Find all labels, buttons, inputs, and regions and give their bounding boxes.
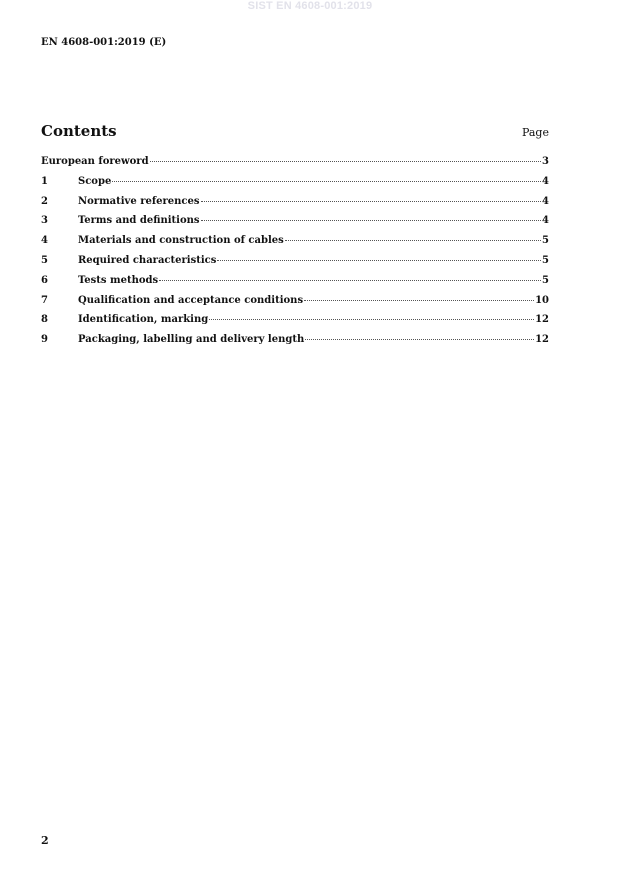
- toc-entry-page: 5: [542, 254, 549, 266]
- toc-entry-number: 9: [41, 334, 48, 346]
- page-number: 2: [41, 834, 49, 847]
- toc-entry-packaging-labelling[interactable]: [41, 334, 549, 354]
- toc-entry-page: 12: [535, 334, 549, 346]
- toc-entry-page: 5: [542, 274, 549, 286]
- toc-entry-page: 10: [535, 294, 549, 306]
- contents-heading: Contents: [41, 122, 117, 140]
- toc-entry-page: 4: [542, 175, 549, 187]
- toc-entry-number: 4: [41, 235, 48, 247]
- watermark: SIST EN 4608-001:2019: [247, 0, 373, 12]
- toc-entry-scope[interactable]: [41, 176, 549, 196]
- toc-dot-leader: [201, 200, 542, 202]
- toc-dot-leader: [285, 239, 541, 241]
- toc-entry-number: 1: [41, 175, 48, 187]
- toc-entry-title: Materials and construction of cables: [78, 235, 284, 247]
- table-of-contents: [41, 156, 549, 354]
- toc-entry-required-characteristics[interactable]: [41, 255, 549, 275]
- toc-entry-title: Tests methods: [78, 274, 159, 286]
- toc-entry-page: 4: [542, 215, 549, 227]
- document-id: EN 4608-001:2019 (E): [41, 37, 167, 48]
- toc-entry-title: Qualification and acceptance conditions: [78, 294, 304, 306]
- toc-entry-tests-methods[interactable]: [41, 275, 549, 295]
- toc-entry-identification-marking[interactable]: [41, 314, 549, 334]
- toc-dot-leader: [201, 219, 542, 221]
- toc-entry-terms-and-definitions[interactable]: [41, 215, 549, 235]
- toc-dot-leader: [305, 338, 534, 340]
- toc-entry-page: 5: [542, 235, 549, 247]
- toc-entry-title: Normative references: [78, 195, 200, 207]
- toc-entry-page: 4: [542, 195, 549, 207]
- page-column-heading: Page: [521, 126, 549, 139]
- toc-entry-page: 3: [542, 156, 549, 167]
- toc-entry-title: European foreword: [41, 156, 149, 167]
- toc-entry-normative-references[interactable]: [41, 196, 549, 216]
- toc-dot-leader: [159, 279, 541, 281]
- toc-entry-title: Terms and definitions: [78, 215, 200, 227]
- toc-entry-european-foreword[interactable]: [41, 156, 549, 176]
- toc-entry-number: 8: [41, 314, 48, 326]
- toc-entry-qualification-and-acceptance[interactable]: [41, 295, 549, 315]
- toc-entry-number: 7: [41, 294, 48, 306]
- toc-entry-title: Packaging, labelling and delivery length: [78, 334, 305, 346]
- toc-entry-title: Required characteristics: [78, 254, 217, 266]
- toc-dot-leader: [217, 259, 541, 261]
- toc-entry-number: 3: [41, 215, 48, 227]
- toc-entry-title: Scope: [78, 175, 112, 187]
- toc-entry-page: 12: [535, 314, 549, 326]
- toc-dot-leader: [209, 318, 534, 320]
- toc-dot-leader: [150, 160, 541, 162]
- toc-entry-number: 5: [41, 254, 48, 266]
- toc-entry-number: 6: [41, 274, 48, 286]
- toc-entry-title: Identification, marking: [78, 314, 209, 326]
- toc-entry-materials-and-construction[interactable]: [41, 235, 549, 255]
- toc-dot-leader: [304, 299, 534, 301]
- toc-dot-leader: [112, 180, 541, 182]
- toc-entry-number: 2: [41, 195, 48, 207]
